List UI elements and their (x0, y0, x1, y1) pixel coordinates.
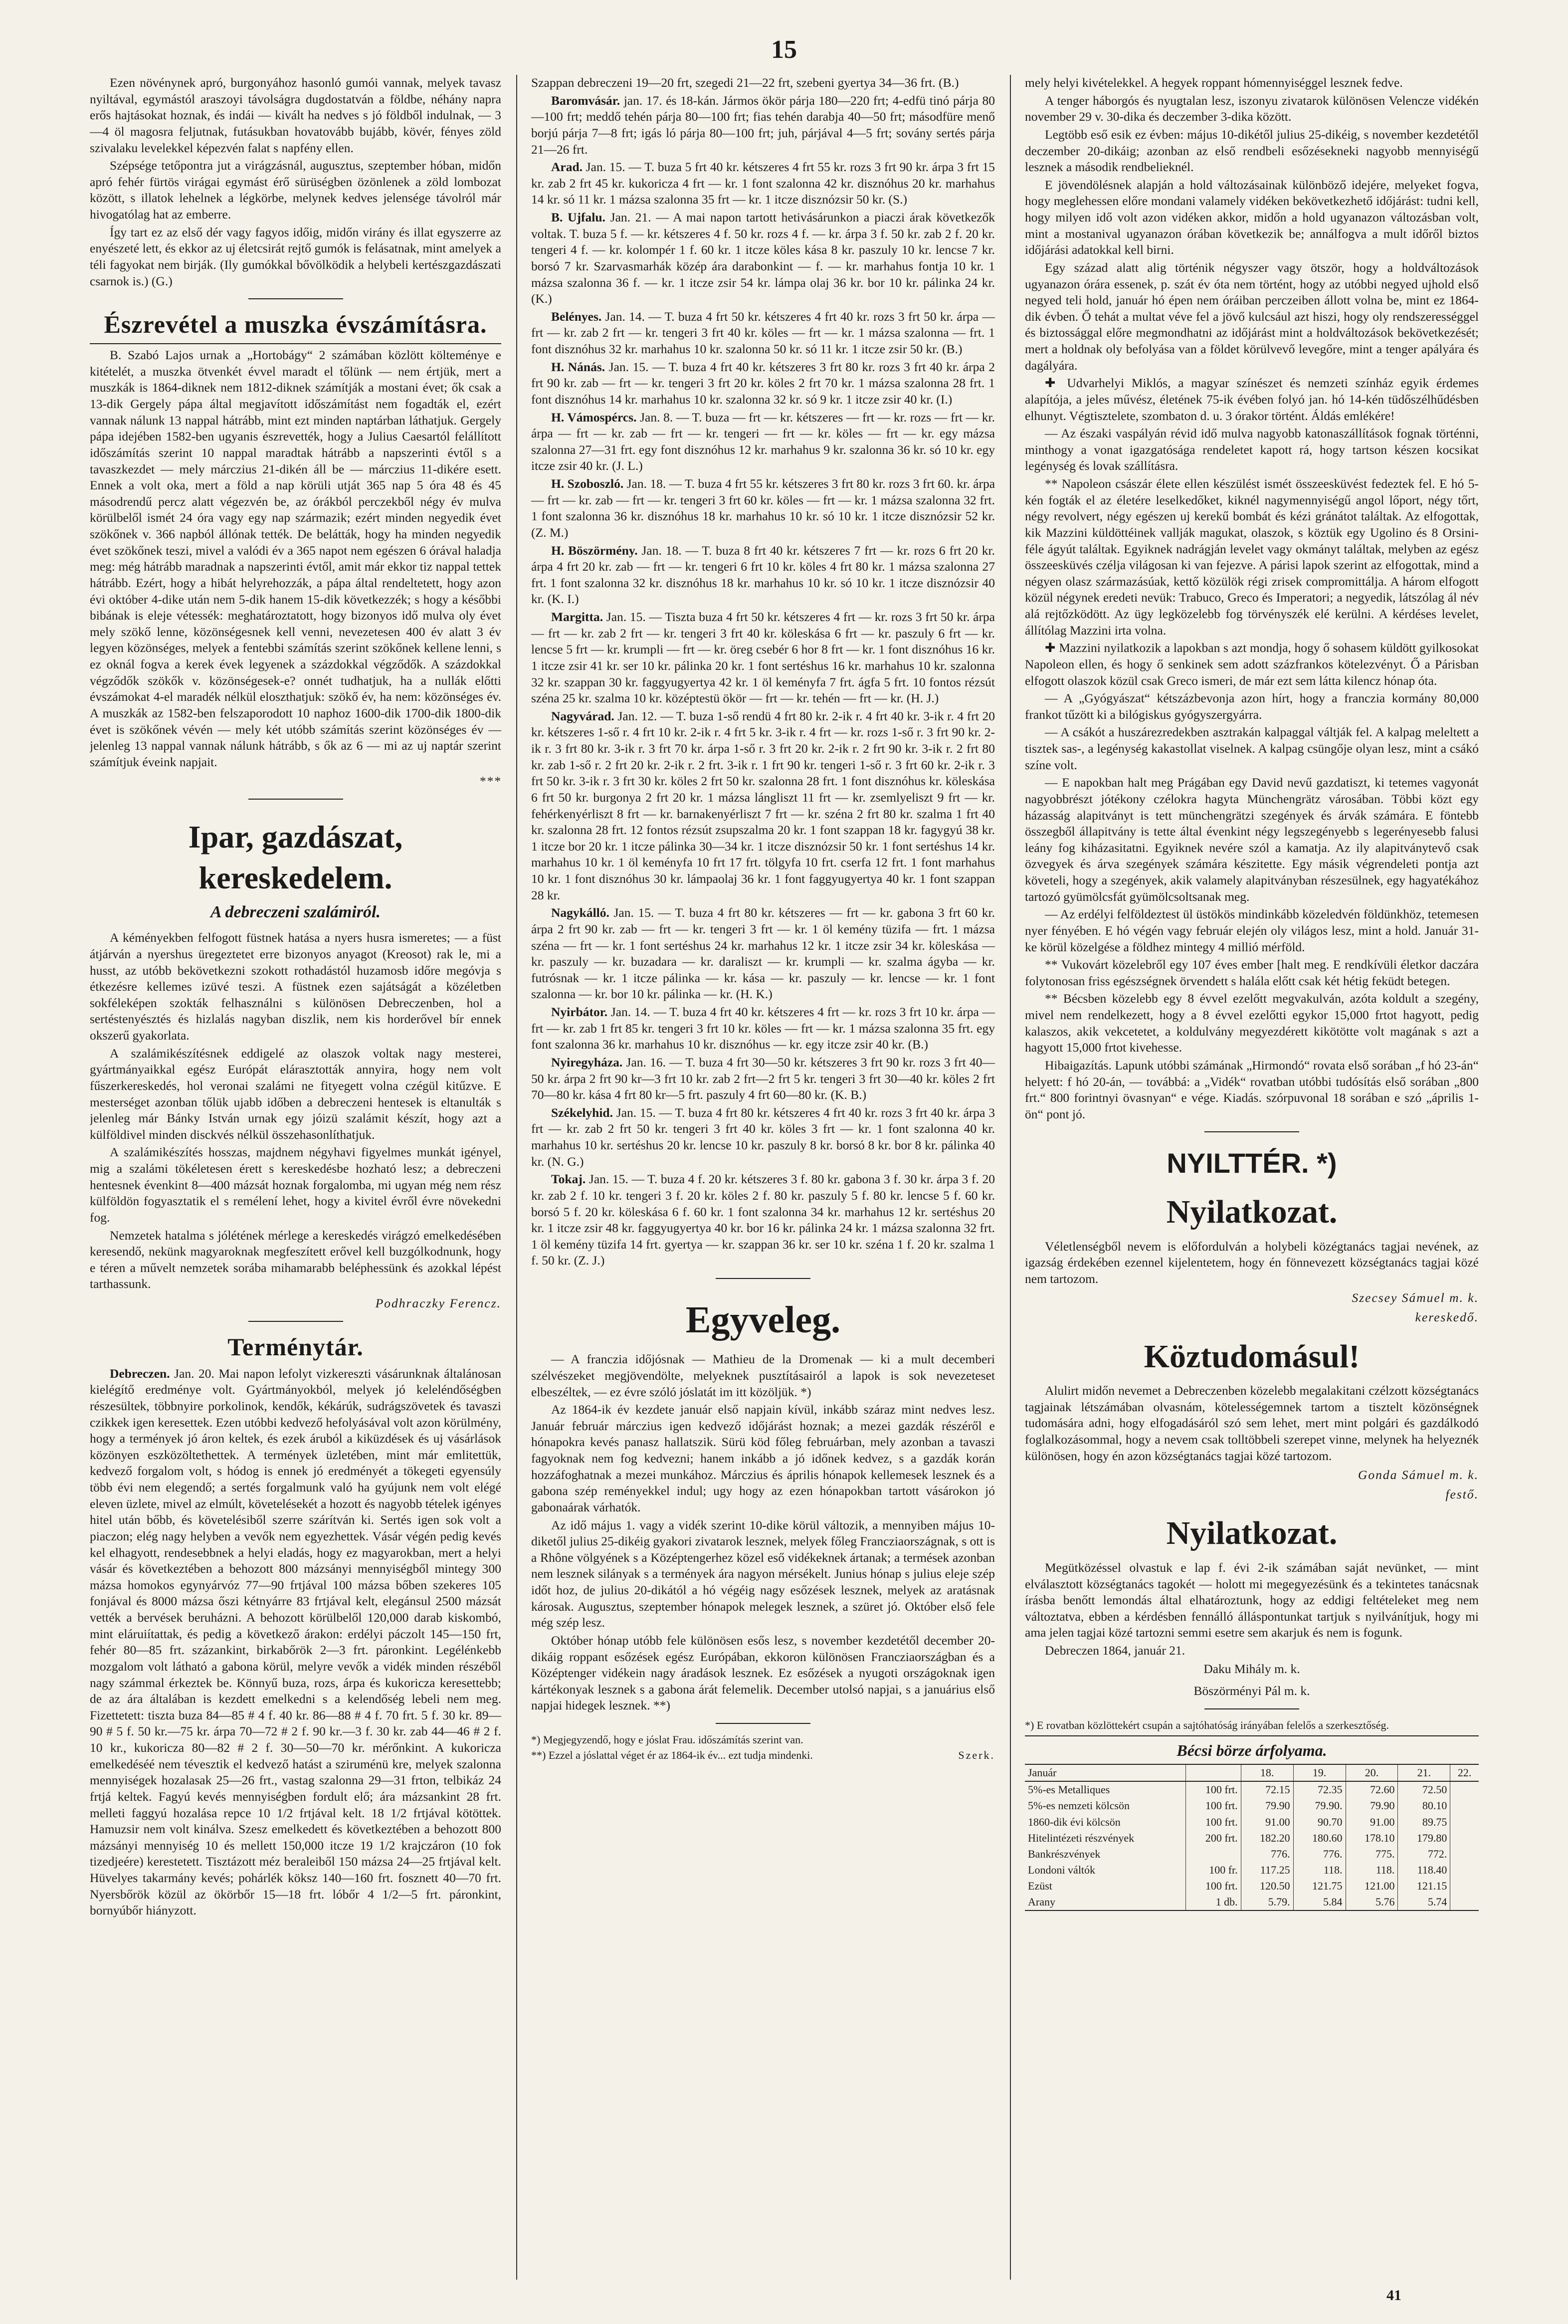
table-cell: 121.00 (1346, 1878, 1398, 1894)
market-text: Jan. 18. — T. buza 4 frt 55 kr. kétszeres 3 frt 80 kr. rozs 3 frt 60. kr. árpa — frt — kr. zab — frt — kr. tengeri 3 frt 60 kr. köles — frt — kr. 1 mázsa szalonna 32 frt. 1 font szalonna 36 kr. disznóhus 18 kr. marhahus 10 kr. só 10 kr. 1 itcze disznózsir 52 kr. (Z. M.) (531, 476, 995, 540)
market-city: Baromvásár. (551, 93, 620, 108)
borse-header-cell: Január (1025, 1764, 1185, 1781)
market-report (531, 210, 995, 307)
market-text: Jan. 21. — A mai napon tartott hetivásárunkon a piaczi árak következők voltak. T. buza 5 f. — kr. kétszeres 4 f. 50 kr. rozs 4 f. — kr. árpa 3 f. 50 kr. zab 2 f. 20 kr. tengeri 4 f. — kr. kolompér 1 f. 60 kr. 1 itcze köles kása 8 kr. paszuly 10 kr. lencse 7 kr. borsó 7 kr. Szarvasmarhák közép ára darabonkint — f. — kr. marhahus fontja 10 kr. 1 mázsa szalonna 36 f. — kr. 1 itcze zsir 54 kr. lámpa olaj 36 kr. bor 10 kr. pálinka 24 kr. (K.) (531, 210, 995, 306)
borse-heading: Bécsi börze árfolyama. (1176, 1741, 1327, 1760)
news-item: — A „Gyógyászat“ kétszázbevonja azon hírt, hogy a franczia kormány 80,000 frankot tűzött ki a bilógiskus gyógyszergyárra. (1025, 691, 1479, 722)
termeny-city: Debreczen. (110, 1366, 170, 1381)
egyveleg-paragraph-1: — A franczia időjósnak — Mathieu de la Dromenak — ki a mult decemberi szélvészeket megjövendölte, melyeknek pusztításairól a lapok is sok nevezeteset elbeszéltek, — ez évre szóló jóslatát im itt közöljük. *) (531, 1352, 995, 1399)
ipar-heading: Ipar, gazdászat, kereskedelem. (188, 819, 403, 895)
news-item: ** Bécsben közelebb egy 8 évvel ezelőtt megvakulván, azóta koldult a szegény, mivel nem rendelkezett, hogy a 8 évvel ezelőtti egykor 15,000 frtot hagyott, pedig kalaszos, akik vekcetetet, a koldulvány megyezdérett kikötötte volt magának s azt a hagyott 15,000 frtot kivehesse. (1025, 991, 1479, 1055)
table-cell: Hitelintézeti részvények (1028, 1831, 1135, 1844)
table-cell: 121.75 (1293, 1878, 1346, 1894)
eszrevetel-heading: Észrevétel a muszka évszámításra. (104, 310, 487, 339)
market-city: Nyirbátor. (551, 1005, 608, 1019)
market-text: Jan. 15. — T. buza 4 f. 20 kr. kétszeres 3 f. 80 kr. gabona 3 f. 30 kr. árpa 3 f. 20 kr. zab 2 f. 10 kr. tengeri 3 f. 20 kr. köles 2 f. 80 kr. paszuly 5 f. 80 kr. lencse 5 f. 60 kr. borsó 5 f. 20 kr. köleskása 6 f. 60 kr. 1 font szalonna 34 kr. marhahus 12 kr. sertéshus 20 kr. 1 itcze zsir 48 kr. faggyugyertya 40 kr. bor 16 kr. pálinka 24 kr. 1 mázsa szalonna 32 frt. 1 öl kemény tüzifa 14 frt. gyertya — kr. szappan 36 kr. ser 10 kr. széna 1 f. 20 kr. szalma 1 f. 50 kr. (Z. J.) (531, 1172, 995, 1268)
market-report (531, 359, 995, 408)
table-cell: 775. (1346, 1846, 1398, 1862)
table-cell (1450, 1781, 1479, 1798)
koztudomasul-signature: Gonda Sámuel m. k. (1358, 1468, 1479, 1482)
intro-paragraph-2: Szépsége tetőpontra jut a virágzásnál, augusztus, szeptember hóban, midőn apró fehér fürtös virágai egymást érő sürüségben özönlenek a zöld lombozat között, s illatok lehelnek a légkörbe, melynek kedves jelensége távolról már hivogatólag hat az emberre. (90, 158, 501, 221)
nyilatkozat-2-heading: Nyilatkozat. (1166, 1515, 1338, 1552)
market-city: Tokaj. (551, 1172, 586, 1187)
table-cell: 121.15 (1398, 1878, 1450, 1894)
market-report (531, 75, 995, 91)
table-cell: 100 frt. (1185, 1798, 1241, 1814)
table-cell: 72.15 (1241, 1781, 1293, 1798)
market-city: H. Nánás. (551, 359, 605, 374)
table-row (1025, 1798, 1479, 1814)
table-cell: 182.20 (1241, 1830, 1293, 1846)
nyilatkozat-1-heading: Nyilatkozat. (1166, 1194, 1338, 1231)
table-cell: 180.60 (1293, 1830, 1346, 1846)
news-item: ✚ Udvarhelyi Miklós, a magyar színészet és nemzeti színház egyik érdemes alapítója, a jeles művész, életének 75-ik évében folyó jan. hó 14-kén tüdőszélhűdésben elhunyt. Végtisztelete, szombaton d. u. 3 órakor történt. Áldás emlékére! (1025, 376, 1479, 423)
page-number: 15 (771, 35, 797, 64)
market-city: Margitta. (551, 610, 603, 624)
table-cell: 79.90. (1293, 1798, 1346, 1814)
market-text: Jan. 16. — T. buza 4 frt 30—50 kr. kétszeres 3 frt 90 kr. rozs 3 frt 40—50 kr. árpa 2 frt 90 kr—3 frt 10 kr. zab 2 frt—2 frt 5 kr. tengeri 3 frt 30—40 kr. köles 2 frt 70—80 kr. kása 4 frt 80 kr—5 frt. paszuly 4 frt 60—80 kr. (K. B.) (531, 1055, 995, 1102)
nyilatkozat-1-signature: Szecsey Sámuel m. k. (1352, 1290, 1479, 1305)
divider (716, 1723, 810, 1724)
market-report (531, 309, 995, 358)
news-item: Hibaigazítás. Lapunk utóbbi számának „Hirmondó“ rovata első sorában „f hó 23-án“ helyett: f hó 20-án, — továbbá: a „Vidék“ rovatban utóbbi tudósítás első sorában „800 frt.“ 800 forintnyi övasnyan“ e vége. Kiadás. szórpuvonal 18 sorában e szó „április 1-ön“ pont jó. (1025, 1057, 1479, 1121)
table-cell: Ezüst (1028, 1880, 1052, 1893)
table-row (1025, 1781, 1479, 1798)
market-city: B. Ujfalu. (551, 210, 605, 224)
news-item: A tenger háborgós és nyugtalan lesz, iszonyu zivatarok különösen Velencze vidékén november 29 v. 30-dika és deczember 3-dika között. (1025, 93, 1479, 124)
table-cell: 79.90 (1346, 1798, 1398, 1814)
table-cell: 120.50 (1241, 1878, 1293, 1894)
table-cell: 1860-dik évi kölcsön (1028, 1815, 1121, 1828)
market-city: H. Szoboszló. (551, 476, 624, 491)
table-cell: 72.60 (1346, 1781, 1398, 1798)
egyveleg-paragraph-2: Az 1864-ik év kezdete január első napjain kívül, inkább száraz mint nedves lesz. Január február márczius igen kedvező időjárást hoznak; a mezei gazdák részéről e hónapokra kevés panasz hallatszik. Sürü köd főleg februárban, mely azonban a tavaszi fagyoknak nem fog kedvezni; hanem inkább a jó időnek kedvez, s a gazdák korán hozzáfoghatnak a mezei munkához. Márczius és április hónapok kellemesek lesznek és a gabona szép reményekkel indul; ugy hogy az ezen hónapokban tartott vásárokon jó gabonaárak várhatók. (531, 1402, 995, 1514)
table-row (1025, 1814, 1479, 1830)
table-row (1025, 1878, 1479, 1894)
divider (716, 1278, 810, 1279)
borse-header-unit (1185, 1764, 1241, 1781)
eszrevetel-paragraph: B. Szabó Lajos urnak a „Hortobágy“ 2 számában közlött költeménye e kitételét, a muszka ötvenkét évvel maradt el tőlünk — nem értjük, mert a muszkák is 1864-diknek nem 1812-diknek számítják a mostani évet; ők csak a 13-dik Gergely pápa által megjavított időszámítást nem fogadták el, ezért vannak nálunk 13 nappal hátrább, mint ezt minden naptárban láthatjuk. Gergely pápa idejében 1582-ben ugyanis észrevették, hogy a Julius Caesartól felállított időszámítás szerint 10 nappal maradtak hátrább a napszerinti évtől s a tavaszkezdet — mely márczius 21-dikén áll be — márczius 11-dikére esett. Ennek a volt oka, mert a föld a nap körüli utját 365 nap 5 óra 48 és 45 másodrendű percz alatt végezvén be, az órákból perczekből négy év mulva körülbelől ismét 24 óra vagy egy nap származik; ezért minden negyedik évet szökőnek v. 366 napból állónak tették. De belátták, hogy ha minden negyedik évet szökőnek teszi, mivel a valódi év a 365 napot nem egészen 6 órával haladja meg: még hátrább maradnak a napszerinti évtől, amit már ekkor tiz nappal tettek hátrább. Ezért, hogy a hibát helyrehozzák, a pápa által rendeltetett, hogy azon évi október 4-dike után nem 5-dik hanem 15-dik következzék; s hogy a későbbi bibának is eleje vétessék: meghatároztatott, hogy bizonyos idő mulva oly évet mely szökő lenne, közönségesnek kell venni, nevezetesen 400 év alatt 3 év legyen közönséges, melyek a fentebbi számítás szerint szökőnek kellene lenni, s ez oknál fogva a kerek évek legyenek a százdokkal végződők. A százdokkal végződők szökők v. közönségesek-e? onnét tudhatjuk, ha a nullák előtti évszámokat 4-el maradék nélkül eloszthatjuk: szökő év, ha nem: közönséges év. A muszkák az 1582-ben felszaporodott 10 naphoz 1600-dik 1700-dik 1800-dik évet is szökőnek vévén — mely két utóbb számítás szerint közönséges év — jelenleg 13 nappal vannak nálunk hátrább, s ők az 6 — mi az uj naptár szerint számítjuk éveink napjait. (90, 348, 501, 769)
news-item: — Az erdélyi felföldeztest ül üstökös mindinkább közeledvén földünkhöz, tetemesen nyer fényében. E hó végén vagy február elején oly világos lesz, mint a hold. Január 31-ke körül közelgése a földhez mintegy 4 millió mérföld. (1025, 907, 1479, 954)
table-cell: 772. (1398, 1846, 1450, 1862)
table-cell (1450, 1830, 1479, 1846)
corner-mark: 41 (1386, 2287, 1401, 2304)
table-cell: 117.25 (1241, 1862, 1293, 1878)
ipar-paragraph-2: A szalámikészítésnek eddigelé az olaszok voltak nagy mesterei, gyártmányaikkal egész Európát elárasztották annyira, hogy nem volt fűszerkereskedés, hol veronai szalámi ne fityegett volna czégül kitűzve. E mesterséget azonban tőlük ujabb időben a debreczeni hentesek is eltanulták s jelenleg már Bánky István urnak egy jóizü szalámit készít, hogy azt a külföldivel minden disckvés nélkül összehasonlíthatjuk. (90, 1046, 501, 1142)
divider (1025, 1735, 1479, 1736)
column-2 (531, 75, 995, 2310)
table-cell: 5.79. (1241, 1894, 1293, 1910)
table-cell: 776. (1241, 1846, 1293, 1862)
table-cell: 5.84 (1293, 1894, 1346, 1910)
table-cell: 1 db. (1185, 1894, 1241, 1910)
table-row (1025, 1894, 1479, 1910)
table-cell: 80.10 (1398, 1798, 1450, 1814)
table-cell: 91.00 (1346, 1814, 1398, 1830)
market-text: jan. 17. és 18-kán. Jármos ökör párja 180—220 frt; 4-edfü tinó párja 80—100 frt; meddő tehén párja 80—100 frt; fias tehén darabja 40—50 frt; másodfüre menő borjú párja 7—8 frt; igás ló párja 80—100 frt; juh, párjával 4—5 frt; sovány sertés párja 21—26 frt. (531, 93, 995, 157)
egyveleg-paragraph-4: Október hónap utóbb fele különösen esős lesz, s november kezdetétől december 20-dikáig roppant esőzések egész Európában, ekkoron különösen Francziaországban és a Középtenger vidékein nagy áradások lesznek. Ez esőzések a nyugoti országoknak igen kártékonyak lesznek s a gabona árát felemelik. December utolsó napjai, s a januárius első napjai hidegek lesznek. **) (531, 1633, 995, 1713)
market-report (531, 609, 995, 707)
nyilatkozat-1-text: Véletlenségből nevem is előfordulván a holybeli közégtanács tagjai nevének, az igazság érdekében ezennel kijelentetem, hogy én fönnevezett községtanács tagjai közé nem tartozom. (1025, 1239, 1479, 1286)
table-cell: Bankrészvények (1028, 1847, 1101, 1860)
ipar-paragraph-4: Nemzetek hatalma s jólétének mérlege a kereskedés virágzó emelkedésében keresendő, nekünk magyaroknak megfeszített erővel kell buzgólkodnunk, hogy e téren a művelt nemzetek sorába mihamarabb beléphessünk és azokkal lépést tarthassunk. (90, 1228, 501, 1291)
market-text: Jan. 15. — Tiszta buza 4 frt 50 kr. kétszeres 4 frt — kr. rozs 3 frt 50 kr. árpa — frt — kr. zab 2 frt — kr. tengeri 3 frt 40 kr. köleskása 6 frt — kr. paszuly 6 frt — kr. lencse 5 frt — kr. krumpli — frt — kr. öreg csebér 6 hor 8 frt — kr. 1 font disznóhus 16 kr. 1 itcze zsir 41 kr. ser 10 kr. pálinka 20 kr. 1 font sertéshus 16 kr. marhahus 10 kr. szalonna 32 kr. szappan 30 kr. faggyugyertya 42 kr. 1 öl keményfa 7 frt. ágfa 5 frt. 10 fontos rézsút széna 25 kr. szalma 10 kr. középtestü ökör — frt — kr. tehén — frt — kr. (H. J.) (531, 610, 995, 706)
market-report (531, 1055, 995, 1103)
intro-paragraph-1: Ezen növénynek apró, burgonyához hasonló gumói vannak, melyek tavasz nyiltával, egymástól araszoyi távolságra dugdostatván a földbe, néhány napra erős hajtásokat hoznak, és indái — kivált ha nedves s jó földből indulnak, — 3—4 öl magosra feljutnak, futásukban hovatovább bujább, kövér, fényes zöld szivalaku levelekkel képezvén falat s napfény ellen. (90, 75, 501, 155)
egyveleg-paragraph-3: Az idő május 1. vagy a vidék szerint 10-dike körül változik, a mennyiben május 10-diketől julius 25-dikéig gyakori zivatarok lesznek, melyek főleg Francziaországnak, s ott is a Rhône völgyének s a Középtengerhez közel eső vidékeknek ártanak; a termések azonban nem lesznek silányak s a termények ára nagyon mérsékelt. Junius hónap s julius eleje szép időt hoz, de julius 20-dikától a hó végéig nagy esőzések lesznek, melyek az aratásnak károsak. Augusztus, szeptember hónapok melegek lesznek, a szüret jó. Október első fele még szép lesz. (531, 1517, 995, 1630)
table-cell: 118. (1346, 1862, 1398, 1878)
table-cell: 100 frt. (1185, 1781, 1241, 1798)
table-cell: 5.76 (1346, 1894, 1398, 1910)
market-text: Jan. 8. — T. buza — frt — kr. kétszeres — frt — kr. rozs — frt — kr. árpa — frt — kr. zab — frt — kr. tengeri — frt — kr. köles — frt — kr. egy mázsa szalonna 27—31 frt. egy font disznóhus 12 kr. marhahus 9 kr. szalonna 36 kr. só 10 kr. egy itcze zsir 40 kr. (J. L.) (531, 410, 995, 473)
table-cell: 5%-es nemzeti kölcsön (1028, 1799, 1130, 1812)
borse-header-cell: 21. (1398, 1764, 1450, 1781)
news-item: Legtöbb eső esik ez évben: május 10-dikétől julius 25-dikéig, s november kezdetétől deczember 20-dikáig; azonban az első rendbeli esőzésekneki nagyobb mennyiségű lesznek a második rendbelieknél. (1025, 127, 1479, 175)
news-item: Egy század alatt alig történik négyszer vagy ötször, hogy a holdváltozások ugyanazon órára essenek, p. szát év óta nem történt, hogy az utóbbi negyed ujhold első negyed teli hold, január hó épen nem óráiban perczeiben állott volna be, mint ez 1864-dik évben. Ő tehát a multat véve fel a jövő kulcsául azt hiszi, hogy oly rendszerességgel és biztossággal előre megmondhatni az időjárást mint a holdváltozások bekövetkezését; mert a holdnak oly befolyása van a földet körülvevő levegőre, mint a tenger apályára és dagályára. (1025, 260, 1479, 373)
termeny-heading: Terménytár. (227, 1332, 364, 1361)
table-cell: 100 frt. (1185, 1878, 1241, 1894)
table-cell (1450, 1862, 1479, 1878)
nyilatkozat-1-role: kereskedő. (1415, 1310, 1479, 1325)
table-cell: 91.00 (1241, 1814, 1293, 1830)
column-1 (90, 75, 501, 2310)
market-city: Nagyvárad. (551, 708, 614, 723)
table-cell: 89.75 (1398, 1814, 1450, 1830)
divider (248, 799, 343, 800)
termeny-text: Jan. 20. Mai napon lefolyt vizkereszti vásárunknak általánosan kielégítő eredménye volt. Gyártmányokból, melyek jó keleléndőségben részesültek, többnyire porkolinok, kendők, kékárúk, sudrágszövetek és tavaszi czikkek igen keresettek. Ezen utóbbi kedvező hefolyásával volt azon körülmény, hogy a termények jó áron keltek, és ezek áruból a kiküzdések és uj vásárlások közönyen eszközöltethettek. A termények üzletében, mint már emlitettük, kedvező forgalom volt, s hódog is ennek jó eredményét a tökegeti egyensúly több évi nem elegendő; a sertés forgalmunk való ha gyújunk nem volt elégé eleven üzlete, mivel az elmúlt, követelésekét a hozott és nagyobb tételek igényes hitel után bőbb, és követelésiből szerre szárítván ki. Sertés igen sok volt a piaczon; elég nagy helyben a vevők nem egyezhettek. Vásár végén pedig kevés kel elhagyott, rendesebbnek a helyi eladás, hogy ez magyarokban, mert a helyi vásár és következtében a behozott 800 mázsányi mennyiségből mintegy 300 mázsa homokos egynyárvóz 77—90 frtjával 100 mázsa bőben szekeres 105 fonjával és 8000 mázsa őszi kétnyárre 83 frtjával kelt, elegánsul 2500 mázsát vették a bervések beruházni. A behozott körülbelől 120,000 darab kiskombó, mint eláruiítattak, és pedig a következő árakon: erdélyi páczolt 145—150 frt, fehér 80—85 frt. százankint, birkabőrök 2—3 frt. páronkint. Legélénkebb mozgalom volt látható a gabona körül, melyre vevők a vidék minden részéből nagy számmal érkeztek be. Könnyű buza, rozs, árpa és kukoricza keresettebb; de az ára általában is kezdett emelkedni s a kelendőség lebeli nem meg. Fizettetett: tiszta buza 84—85 # 4 f. 40 kr. 86—88 # 4 f. 70 frt. 5 f. 30 kr. 89—90 # 5 f. 50 kr.—75 kr. árpa 70—72 # 2 f. 90 kr.—3 f. 30 kr. zab 44—46 # 2 f. 10 kr., kukoricza 80—82 # 2 f. 30—50—70 kr. mérőnkint. A kukoricza emelkedéséé nem tévesztik el kedvező hatást a sziruménü kre, melyek szalonna mennyiségek hozalasak 25—26 frt., vastag szalonna 29—31 frton, telbikáz 24 frtjá keltek. Fagyú kevés mennyiségben fordult elő; ára mázsankint 28 frt. melleti faggyú hozalása repce 10 1/2 frtjával kelt. 18 1/2 frtjával kötöttek. Hamuzsir nem volt kinálva. Szesz emelkedett és következtében a behozott 800 mázsányi mennyiség 10 és mellett 150,000 itcze 19 1/2 krajczáron (10 fok tizedjeére) kerestetett. Tisztázott méz beraleiből 150 mázsa 24—25 frtjával kelt. Hüvelyes takarmány kevés; pohárlék köksz 140—160 frt. fosznett 40—70 frt. Nyersbőrök közül az ökörbőr 15—18 frt. lóbőr 4 1/2—5 frt. páronkint, bornyúbőr hiányzott. (90, 1366, 501, 1918)
news-item: — E napokban halt meg Prágában egy David nevű gazdatiszt, ki tetemes vagyonát nagyobbrészt jótékony czélokra hagyta Münchengrätz városában. Többi közt egy házasság alapitványt is tett münchengrätzi szegények és árvák számára. E föntebb összegből állapitvány is tette által évenkint négy legszegényebb s legerényesebb falusi leány fog kiházasitatni. Egyiknek nevére szól a kamatja. Az ily alapitványtevő csak özvegyek és árva szegények számára készitette. Egy másik végrendeleti pontja azt követeli, hogy a szegények, akik valamely alapitványban részesülnek, egy hagyatékához tartozó gyümölcsfát gyümölcsoltsanak meg. (1025, 775, 1479, 904)
eszrevetel-signature: *** (479, 774, 501, 789)
footnote-2 (531, 1748, 995, 1762)
table-cell: 178.10 (1346, 1830, 1398, 1846)
koztudomasul-text: Alulirt midőn nevemet a Debreczenben közelebb megalakitani czélzott községtanács tagjainak létszámában olvasnám, kötelességemnek tartom a tisztelt közönségnek tudomására adni, hogy elfogadásáról szó sem lehet, mert mint polgári és gazdálkodó foglalkozásommal, hogy a nevem csak tolltöbbeli szerepet vinne, melynek ha helyeznék különösen, hogy én azon községtanács tagjai közé tartozom. (1025, 1383, 1479, 1463)
news-item: ** Vukovárt közelebről egy 107 éves ember [halt meg. E rendkívüli életkor daczára folytonosan friss egészségnek örvendett s halála előtt csak két hétig feküdt betegen. (1025, 957, 1479, 988)
market-text: Jan. 15. — T. buza 5 frt 40 kr. kétszeres 4 frt 55 kr. rozs 3 frt 90 kr. árpa 3 frt 15 kr. zab 2 frt 45 kr. kukoricza 4 frt — kr. 1 font szalonna 42 kr. disznóhus 20 kr. marhahus 14 kr. só 11 kr. 1 mázsa szalonna 35 frt — kr. 1 itcze disznózsir 50 kr. (S.) (531, 160, 995, 207)
table-cell: 118. (1293, 1862, 1346, 1878)
table-cell (1450, 1894, 1479, 1910)
borse-header-cell: 18. (1241, 1764, 1293, 1781)
table-cell: 72.50 (1398, 1781, 1450, 1798)
borse-header-cell: 19. (1293, 1764, 1346, 1781)
market-text: Szappan debreczeni 19—20 frt, szegedi 21—22 frt, szebeni gyertya 34—36 frt. (B.) (531, 75, 959, 90)
divider (1204, 1708, 1299, 1709)
borse-header-row (1025, 1764, 1479, 1781)
table-cell: 5.74 (1398, 1894, 1450, 1910)
nyilatkozat-2-signature-1: Daku Mihály m. k. (1203, 1661, 1300, 1676)
news-item: ✚ Mazzini nyilatkozik a lapokban s azt mondja, hogy ő sohasem küldött gyilkosokat Napoleon ellen, és hogy ő senkinek sem adott százfrankos kötelezvényt. Ő a Párisban elfogott olaszok közül csak Greco ismeri, de már ezt sem látta kilencz hónap óta. (1025, 640, 1479, 688)
table-cell: 200 frt. (1185, 1830, 1241, 1846)
market-report (531, 159, 995, 208)
market-city: H. Vámospércs. (551, 410, 637, 424)
termeny-paragraph (90, 1366, 501, 1919)
table-cell: Londoni váltók (1028, 1864, 1096, 1876)
divider (248, 298, 343, 299)
table-cell: 118.40 (1398, 1862, 1450, 1878)
table-cell (1450, 1846, 1479, 1862)
table-cell (1185, 1846, 1241, 1862)
market-city: Belényes. (551, 309, 602, 324)
news-item: — A csákót a huszárezredekben asztrakán kalpaggal váltják fel. A kalpag meleltett a tisztek sas-, a legénység kakastollat viselnek. A kalpag csüngője olyan lesz, mint a csákó színe volt. (1025, 725, 1479, 772)
borse-header-cell: 20. (1346, 1764, 1398, 1781)
table-cell: 72.35 (1293, 1781, 1346, 1798)
market-report (531, 1004, 995, 1053)
column-rule-left (516, 75, 517, 2280)
divider (90, 343, 501, 344)
footnote-1: *) Megjegyzendő, hogy e jóslat Frau. időszámítás szerint van. (531, 1733, 803, 1746)
news-item: E jövendölésnek alapján a hold változásainak különböző idejére, melyeket fogva, hogy meglehessen előre mondani valamely vidéken bekövetkezhető időjárást: tudni kell, hogy milyen idő volt azon vidéken akkor, midőn a hold ugyanazon változásban volt, mint a mostanival ugyanazon órában következik be; annálfogva a mult időről biztos időjárási adatokkal kell birni. (1025, 177, 1479, 257)
table-row (1025, 1862, 1479, 1878)
table-cell (1450, 1878, 1479, 1894)
table-row (1025, 1830, 1479, 1846)
table-cell (1450, 1798, 1479, 1814)
news-item: mely helyi kivételekkel. A hegyek roppant hómennyiséggel lesznek fedve. (1025, 75, 1403, 90)
market-report (531, 708, 995, 904)
nyilatkozat-2-text: Megütközéssel olvastuk e lap f. évi 2-ik számában saját nevünket, — mint elválasztott községtanács tagokét — holott mi megegyezésünk és a tekintetes tanácsnak írásba benőtt lemondás által elhatároztunk, hogy az eddigi feltételeket meg nem változtatva, ebben a kérdésben fennálló álláspontunkat tartjuk s nyilvánítjuk, hogy mi ama jelen tagjai közé tartozni semmi esetre sem akarjuk és nem is fogunk. (1025, 1560, 1479, 1640)
borse-table (1025, 1764, 1479, 1911)
market-report (531, 476, 995, 541)
ipar-paragraph-3: A szalámikészítés hosszas, majdnem négyhavi figyelmes munkát igényel, mig a szalámi tökéletesen érett s kereskedésbe hozható lesz; a debreczeni hentesnek évenkint 8—400 mázsát hoznak forgalomba, mi ugyan még nem rész külföldön fogyasztatik el s remélení lehet, hogy a kivitel évről évre növekedni fog. (90, 1145, 501, 1225)
table-row (1025, 1846, 1479, 1862)
column-rule-right (1010, 75, 1011, 2280)
market-report (531, 905, 995, 1003)
market-text: Jan. 15. — T. buza 4 frt 40 kr. kétszeres 3 frt 80 kr. rozs 3 frt 40 kr. árpa 2 frt 90 kr. zab — frt — kr. tengeri 3 frt 20 kr. köles 2 frt 70 kr. 1 mázsa szalonna 28 frt. 1 font disznóhus 14 kr. marhahus 10 kr. szalonna 32 kr. só 9 kr. 1 itcze zsir 40 kr. (I.) (531, 359, 995, 407)
market-city: H. Böszörmény. (551, 543, 638, 558)
market-text: Jan. 14. — T. buza 4 frt 50 kr. kétszeres 4 frt 40 kr. rozs 3 frt 50 kr. árpa — frt — kr. zab 2 frt — kr. tengeri 3 frt 40 kr. köles — frt — kr. 1 mázsa szalonna — frt. 1 font disznóhus 32 kr. marhahus 10 kr. szalonna 50 kr. só 11 kr. 1 itcze zsir 50 kr. (B.) (531, 309, 995, 356)
market-city: Arad. (551, 160, 583, 175)
koztudomasul-role: festő. (1445, 1486, 1479, 1501)
column-3 (1025, 75, 1479, 2310)
table-cell: 100 frt. (1185, 1814, 1241, 1830)
table-cell: 5%-es Metalliques (1028, 1783, 1110, 1796)
market-city: Székelyhid. (551, 1105, 613, 1120)
table-cell: Arany (1025, 1894, 1185, 1910)
ipar-signature: Podhraczky Ferencz. (375, 1296, 501, 1311)
market-report (531, 1171, 995, 1269)
market-report (531, 93, 995, 158)
table-cell: 179.80 (1398, 1830, 1450, 1846)
ipar-subheading: A debreczeni szalámiról. (210, 902, 381, 921)
nyiltter-heading: NYILTTÉR. *) (1167, 1147, 1337, 1179)
koztudomasul-heading: Köztudomásul! (1144, 1338, 1360, 1375)
divider (1204, 1131, 1299, 1132)
market-city: Nagykálló. (551, 905, 609, 920)
table-cell: 79.90 (1241, 1798, 1293, 1814)
nyiltter-footnote: *) E rovatban közlöttekért csupán a sajtóhatóság irányában felelős a szerkesztőség. (1025, 1718, 1389, 1731)
nyilatkozat-2-date: Debreczen 1864, január 21. (1045, 1643, 1185, 1658)
market-report (531, 410, 995, 475)
footnote-signature: Szerk. (958, 1749, 995, 1762)
table-cell: 100 fr. (1185, 1862, 1241, 1878)
news-item: — Az északi vaspályán révid idő mulva nagyobb katonaszállítások fognak történni, minthogy a vonat igazgatósága rendeletet kapott rá, hogy tartson készen kocsikat legénység és lovak szállításra. (1025, 426, 1479, 473)
market-text: Jan. 12. — T. buza 1-ső rendü 4 frt 80 kr. 2-ik r. 4 frt 40 kr. 3-ik r. 4 frt 20 kr. kétszeres 1-ső r. 4 frt 10 kr. 2-ik r. 4 frt 5 kr. 3-ik r. 4 frt — kr. rozs 1-ső r. 3 frt 90 kr. 2-ik r. 3 frt 80 kr. 3-ik r. 3 frt 70 kr. árpa 1-ső r. 3 frt 20 kr. 2-ik r. 2 frt 90 kr. 3-ik r. 2 frt 80 kr. zab 1-ső r. 2 frt 20 kr. 2-ik r. 2 frt. 3-ik r. 1 frt 90 kr. tengeri 1-ső r. 3 frt 60 kr. 2-ik r. 3 frt 50 kr. 3-ik r. 3 frt 30 kr. köles 2 frt 50 kr. szalonna 28 frt. 1 font disznóhus kr. köleskása 6 frt 50 kr. burgonya 2 frt 20 kr. 1 mázsa lángliszt 11 frt — kr. zsemlyeliszt 9 frt — kr. fehérkenyérliszt 8 frt — kr. barnakenyérliszt 7 frt — kr. széna 2 frt 80 kr. szalma 1 frt 40 kr. szalonna 28 frt. 12 fontos rézsút zsupszalma 20 kr. 1 font szappan 18 kr. fagygyú 38 kr. 1 itcze bor 20 kr. 1 itcze pálinka 30—34 kr. 1 itcze disznózsir 50 kr. 1 font sertéshus 14 kr. marhahus 10 kr. 1 öl keményfa 10 frt 17 frt. tölgyfa 10 frt. cserfa 12 frt. 1 font marhahus 10 kr. 1 font disznóhus 30 kr. lámpaolaj 36 kr. 1 font faggyugyertya 40 kr. 1 font szappan 28 kr. (531, 708, 995, 902)
ipar-paragraph-1: A kéményekben felfogott füstnek hatása a nyers husra ismeretes; — a füst átjárván a nyershus üregeztetet erre bizonyos anyagot (Kreosot) rak le, mi a husst, az utóbb bekövetkezni szokott rothadástól huzamosb időre megóvja s étkezésre kellemes izüvé teszi. A füstnek ezen sajátságát a közéletben sokféleképen szokták felhasználni s különösen Debreczenben, hol a sertéstenyésztés és hizlalás nagyban diszlik, nem kis horderővel bír ennek okszerű gyakorlata. (90, 930, 501, 1043)
table-cell: 776. (1293, 1846, 1346, 1862)
market-text: Jan. 14. — T. buza 4 frt 40 kr. kétszeres 4 frt — kr. rozs 3 frt 10 kr. árpa — frt — kr. zab 1 frt 85 kr. tengeri 3 frt 10 kr. köles — frt — kr. 1 mázsa szalonna 35 frt. egy font szalonna 36 kr. marhahus 10 kr. disznóhus — kr. egy itcze zsir 40 kr. (B.) (531, 1005, 995, 1052)
intro-paragraph-3: Így tart ez az első dér vagy fagyos időig, midőn virány és illat egyszerre az enyészeté lett, és ekkor az uj életcsirát rejtő gumók is felásatnak, mint amelyek a téli fagyokat nem birják. (Ily gumókkal bővölködik a helybeli kertészgazdászati csarnok is.) (G.) (90, 224, 501, 288)
divider (248, 1321, 343, 1322)
news-item: ** Napoleon császár élete ellen készülést ismét összeesküvést fedeztek fel. E hó 5-kén fogták el az életére leselkedőket, kiknél nagymennyiségű angol lőport, négy tőrt, négy revolvert, négy egészen uj kerekű bombát és kézi gránátot találtak. Az elfogottak, kik Mazzini küldöttéinek vallják magukat, olaszok, s köztük egy Ugolino és 8 Orsini-féle ágyút találtak. Egyiknek nadrágján levelet vagy okmányt találtak, melyben az egész összeesküvés czélja világosan ki van fejezve. A párisi lapok szerint az elfogottak, mind a négyen olasz származásúak, kettő közülök régi zrisek compromittálja. A három elfogott közül négynek eredeti nevük: Trabuco, Greco és Imperatori; a negyedik, látszólag ál név alá rejtőzködött. Az ügy legközelebb fog törvényszék elé kerülni. A kérdéses levelet, állítólag Mazzini irta volna. (1025, 476, 1479, 637)
table-cell: 90.70 (1293, 1814, 1346, 1830)
market-text: Jan. 18. — T. buza 8 frt 40 kr. kétszeres 7 frt — kr. rozs 6 frt 20 kr. árpa 4 frt 20 kr. zab — frt — kr. tengeri 6 frt 10 kr. köles 4 frt 80 kr. 1 mázsa szalonna 27 frt. 1 font szalonna 32 kr. disznóhus 18 kr. marhahus 10 kr. só 10 kr. 1 itcze disznózsir 40 kr. (K. I.) (531, 543, 995, 607)
market-report (531, 1105, 995, 1170)
market-text: Jan. 15. — T. buza 4 frt 80 kr. kétszeres — frt — kr. gabona 3 frt 60 kr. árpa 2 frt 90 kr. zab — frt — kr. tengeri 3 frt — kr. 1 öl kemény tüzifa — frt. 1 mázsa széna — frt — kr. 1 font sertéshus 24 kr. marhahus 12 kr. 1 itcze zsir 34 kr. köleskása — kr. paszuly — kr. buzadara — kr. daraliszt — kr. krumpli — kr. szalma ágyba — kr. futrósnak — kr. 1 itcze pálinka — kr. kása — kr. paszuly — kr. lencse — kr. 1 font szalonna — kr. bor 10 kr. pálinka — kr. (H. K.) (531, 905, 995, 1002)
market-report (531, 543, 995, 608)
egyveleg-heading: Egyveleg. (685, 1299, 841, 1341)
footnote-2-text: **) Ezzel a jóslattal véget ér az 1864-ik év... ezt tudja mindenki. (531, 1749, 813, 1762)
borse-header-cell: 22. (1450, 1764, 1479, 1781)
market-text: Jan. 15. — T. buza 4 frt 80 kr. kétszeres 4 frt 40 kr. rozs 3 frt 40 kr. árpa 3 frt — kr. zab 2 frt 50 kr. tengeri 3 frt 40 kr. köles 3 frt — kr. 1 font szalonna 40 kr. marhahus 10 kr. sertéshus 20 kr. lencse 10 kr. paszuly 8 kr. borsó 8 kr. bor 8 kr. pálinka 40 kr. (N. G.) (531, 1105, 995, 1169)
market-city: Nyiregyháza. (551, 1055, 623, 1069)
table-cell (1450, 1814, 1479, 1830)
nyilatkozat-2-signature-2: Böszörményi Pál m. k. (1193, 1684, 1310, 1698)
